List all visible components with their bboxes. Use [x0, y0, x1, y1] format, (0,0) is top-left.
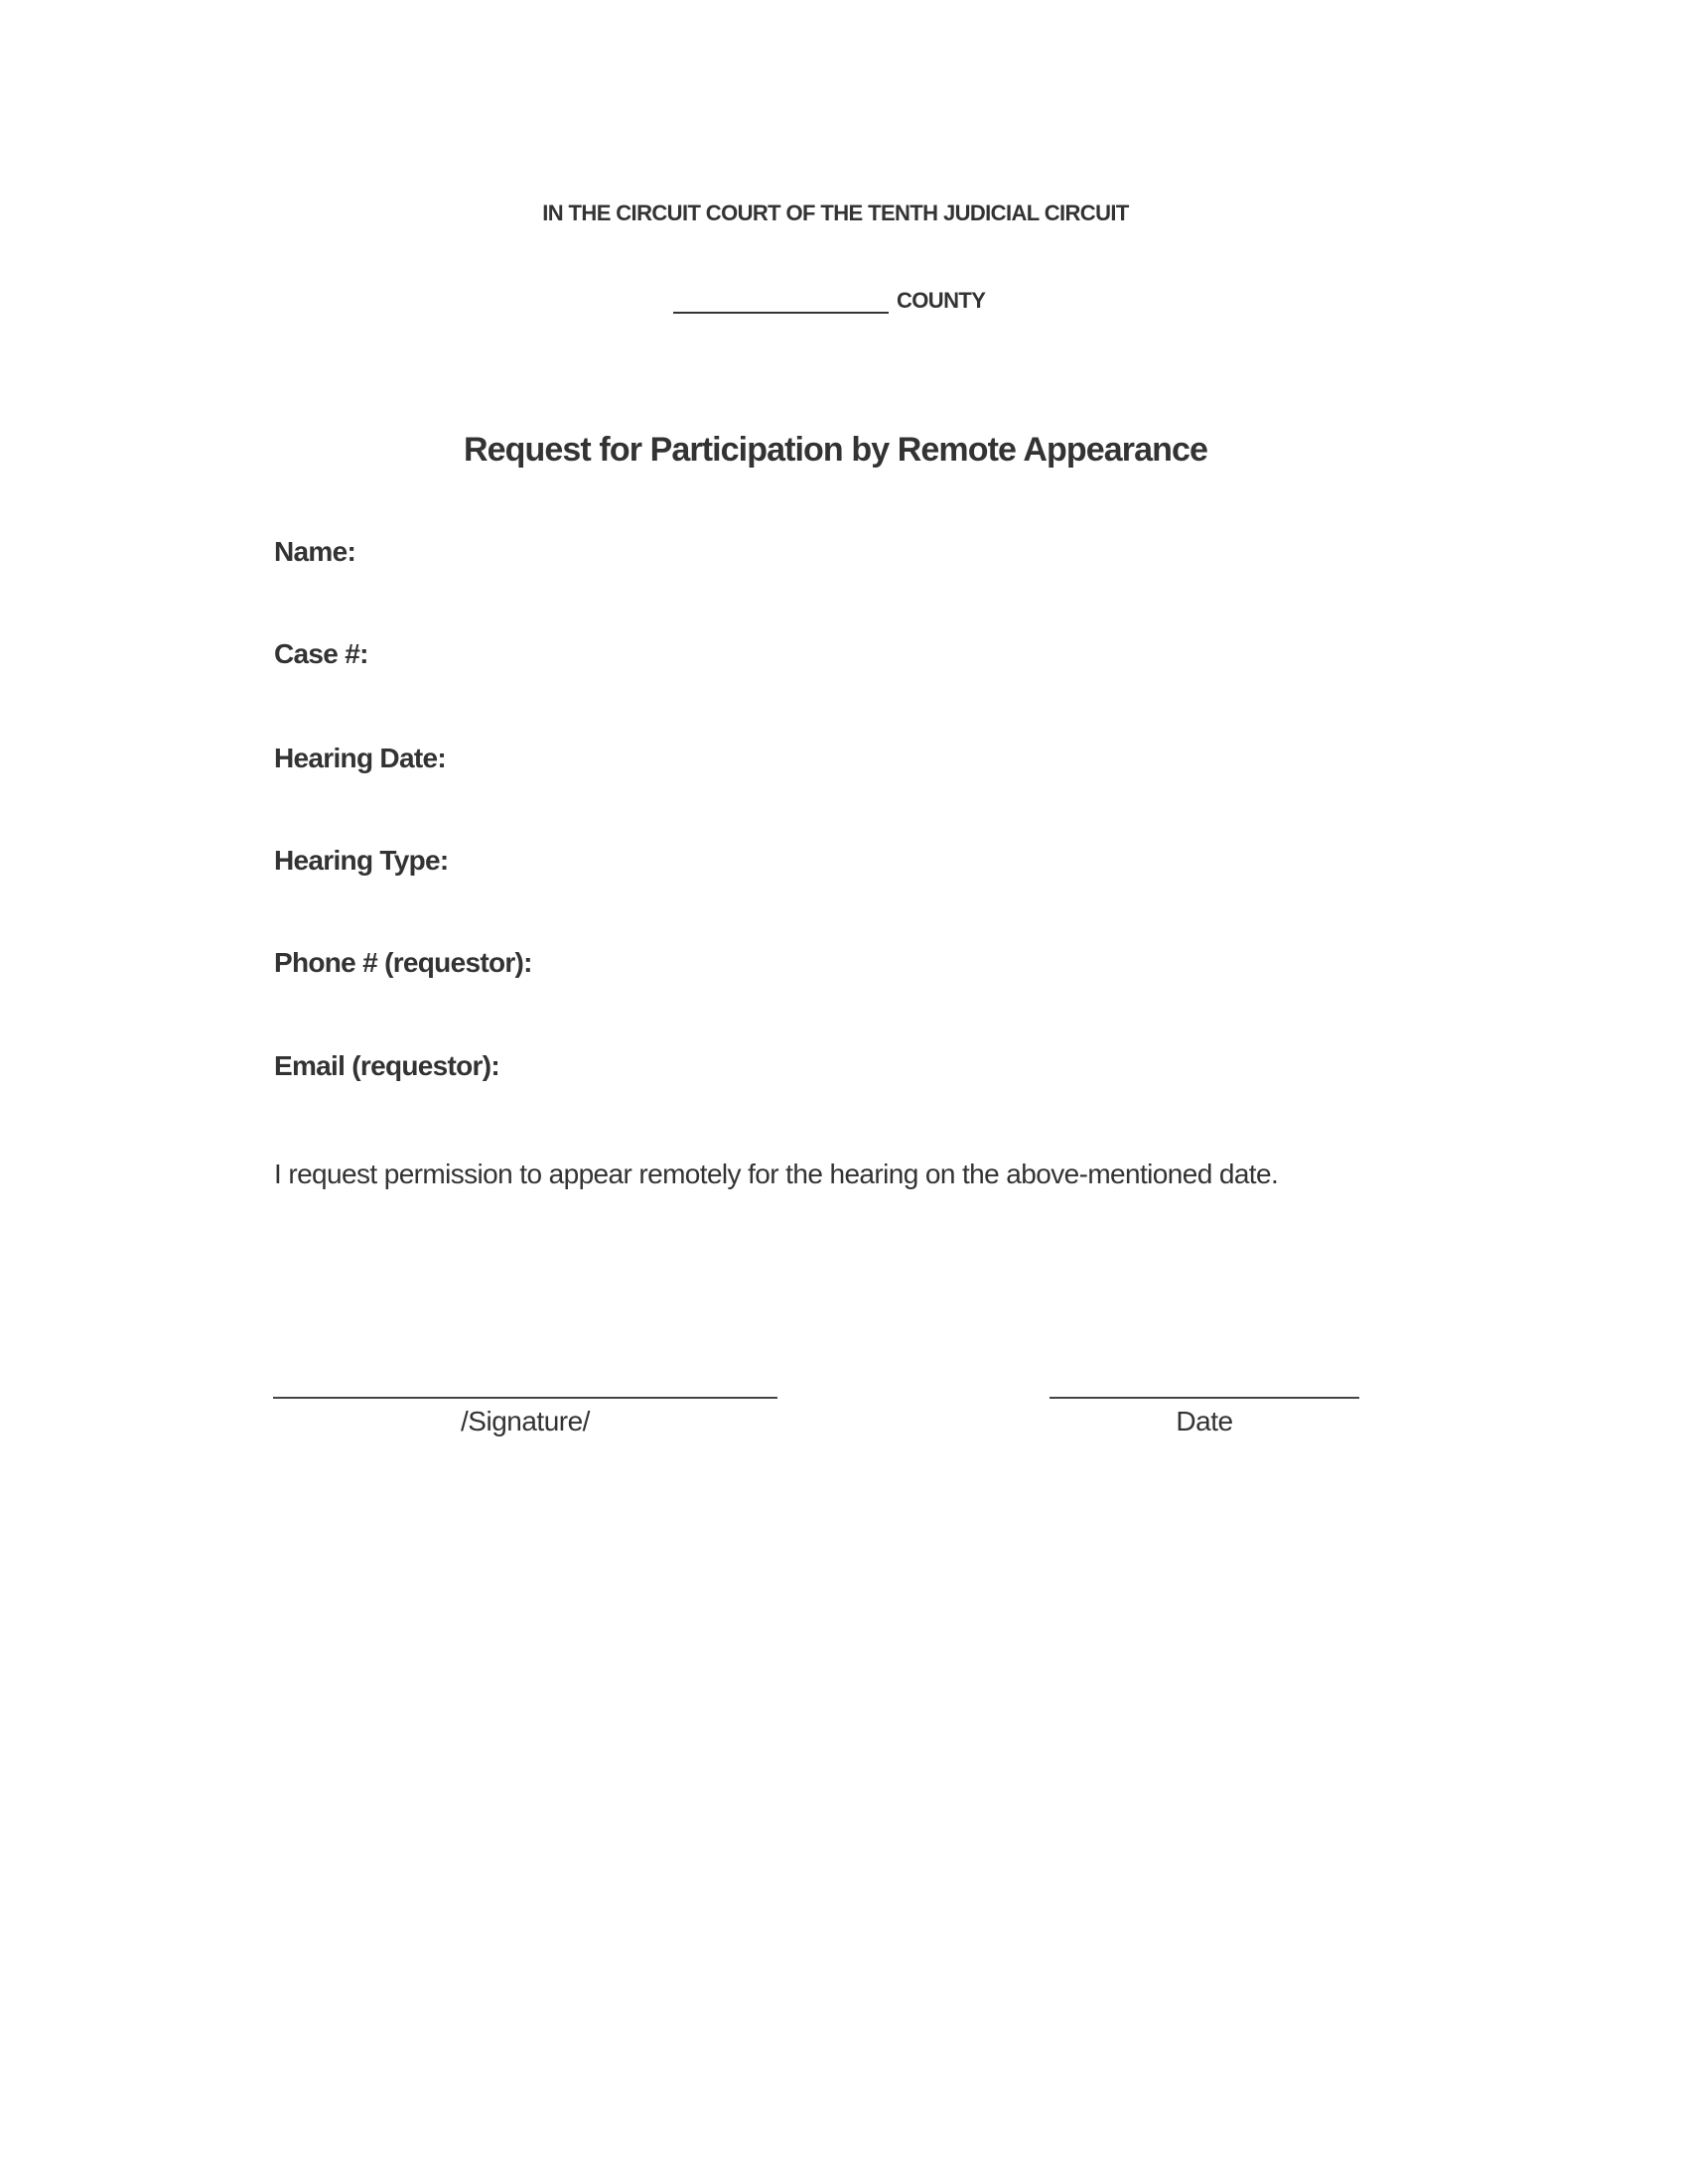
form-title: Request for Participation by Remote Appearance [464, 431, 1207, 469]
request-statement: I request permission to appear remotely for the hearing on the above-mentioned date. [274, 1159, 1279, 1189]
county-label: COUNTY [897, 288, 986, 313]
email-label: Email (requestor): [274, 1050, 499, 1081]
signature-line[interactable] [273, 1397, 777, 1399]
case-number-label: Case #: [274, 638, 368, 669]
hearing-date-label: Hearing Date: [274, 743, 446, 773]
hearing-type-label: Hearing Type: [274, 845, 449, 876]
date-line[interactable] [1050, 1397, 1359, 1399]
phone-label: Phone # (requestor): [274, 947, 532, 978]
county-blank-field[interactable] [673, 286, 889, 314]
court-heading: IN THE CIRCUIT COURT OF THE TENTH JUDICIAL CIRCUIT [542, 201, 1129, 225]
date-label: Date [1176, 1406, 1233, 1436]
signature-label: /Signature/ [461, 1406, 590, 1436]
county-line [673, 286, 985, 314]
name-label: Name: [274, 536, 356, 567]
